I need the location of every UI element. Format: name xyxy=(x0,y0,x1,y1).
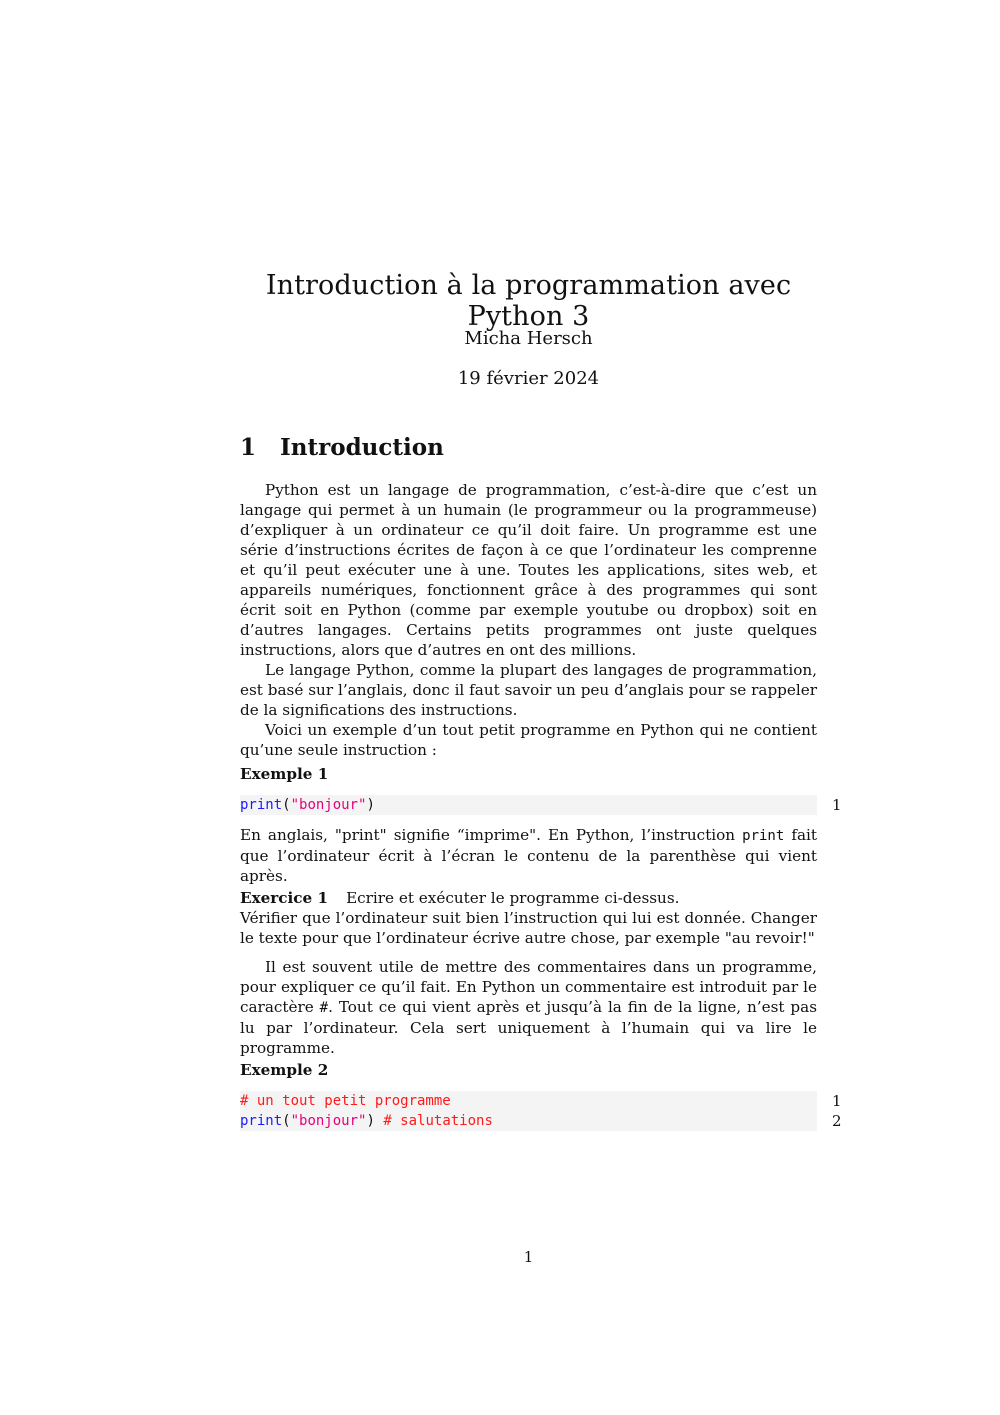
code-paren: ( xyxy=(282,1113,291,1129)
line-number: 2 xyxy=(832,1112,842,1130)
explanation-paragraph xyxy=(240,825,817,886)
page-number: 1 xyxy=(523,1248,534,1266)
inline-code: print xyxy=(742,828,785,844)
line-number: 1 xyxy=(832,1092,842,1110)
code-paren: ) xyxy=(366,797,375,813)
document-title: Introduction à la programmation avec Python 3 xyxy=(265,270,792,332)
comments-paragraph xyxy=(240,957,817,1058)
example-2-label: Exemple 2 xyxy=(240,1061,329,1079)
comments-text-after: . Tout ce qui vient après et jusqu’à la fin de la ligne, n’est pas lu par l’ordinateur. Cela sert uniquement à l’humain qui va lire le programme. xyxy=(240,998,817,1057)
code-line xyxy=(240,1111,842,1131)
line-number: 1 xyxy=(832,796,842,814)
example-1-explanation xyxy=(240,825,817,886)
intro-text xyxy=(240,480,817,760)
intro-paragraph-2: Le langage Python, comme la plupart des langages de programmation, est basé sur l’anglais, donc il faut savoir un peu d’anglais pour se rappeler de la significations des instructions. xyxy=(240,661,817,719)
comments-text-before: Il est souvent utile de mettre des commentaires dans un programme, pour expliquer ce qu’il fait. En Python un commentaire est introduit par le caractère xyxy=(240,958,817,1016)
section-title: Introduction xyxy=(280,434,444,461)
code-comment: # salutations xyxy=(383,1113,493,1129)
code-paren: ( xyxy=(282,797,291,813)
code-string: "bonjour" xyxy=(290,1113,367,1129)
section-number: 1 xyxy=(240,434,257,461)
document-date: 19 février 2024 xyxy=(457,368,600,389)
exercise-1-instruction: Ecrire et exécuter le programme ci-dessus. xyxy=(346,889,680,907)
code-string: "bonjour" xyxy=(290,797,367,813)
exercise-1-label: Exercice 1 xyxy=(240,889,329,907)
code-paren: ) xyxy=(366,1113,375,1129)
code-keyword: print xyxy=(240,1113,283,1129)
exercise-paragraph xyxy=(240,888,817,948)
exercise-1-details: Vérifier que l’ordinateur suit bien l’instruction qui lui est donnée. Changer le texte pour que l’ordinateur écrive autre chose, par exemple "au revoir!" xyxy=(240,909,817,947)
code-line xyxy=(240,795,842,815)
comments-explanation xyxy=(240,957,817,1058)
code-line xyxy=(240,1091,842,1111)
exercise-1 xyxy=(240,888,817,948)
explanation-text-before: En anglais, "print" signifie “imprime". En Python, l’instruction xyxy=(240,826,743,844)
intro-paragraph-3: Voici un exemple d’un tout petit programme en Python qui ne contient qu’une seule instruction : xyxy=(240,721,817,759)
document-author: Micha Hersch xyxy=(464,328,593,349)
code-keyword: print xyxy=(240,797,283,813)
section-heading xyxy=(240,434,444,461)
inline-code: # xyxy=(319,1000,329,1016)
code-block-1 xyxy=(240,795,842,815)
intro-paragraph-1: Python est un langage de programmation, c’est-à-dire que c’est un langage qui permet à un humain (le programmeur ou la programmeuse) d’expliquer à un ordinateur ce qu’il doit faire. Un programme est une série d’instructions écrites de façon à ce que l’ordinateur les comprenne et qu’il peut exécuter une à une. Toutes les applications, sites web, et appareils numériques, fonctionnent grâce à des programmes qui sont écrit soit en Python (comme par exemple youtube ou dropbox) soit en d’autres langages. Certains petits programmes ont juste quelques instructions, alors que d’autres en ont des millions. xyxy=(240,481,817,659)
example-1-label: Exemple 1 xyxy=(240,765,329,783)
code-comment: # un tout petit programme xyxy=(240,1093,451,1109)
code-block-2 xyxy=(240,1091,842,1131)
explanation-text-after: fait que l’ordinateur écrit à l’écran le contenu de la parenthèse qui vient après. xyxy=(240,826,817,885)
